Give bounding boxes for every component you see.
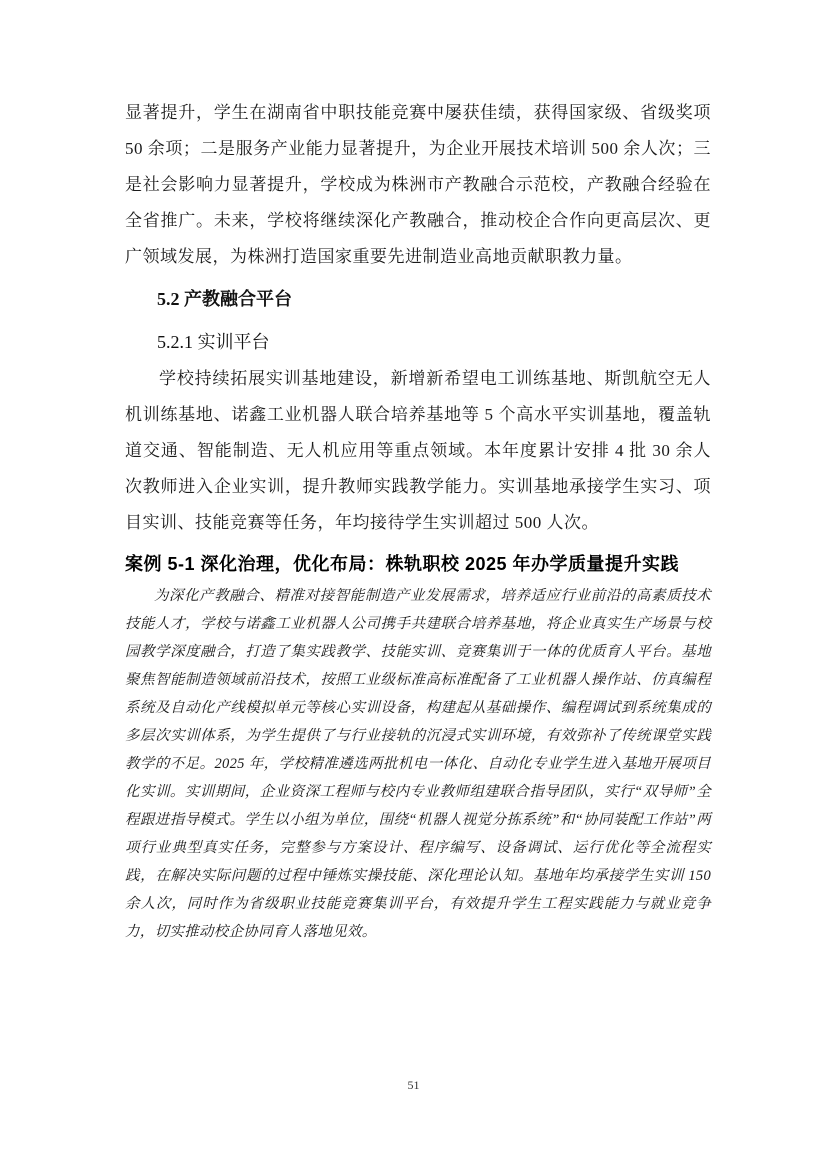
paragraph-continuation: 显著提升，学生在湖南省中职技能竞赛中屡获佳绩，获得国家级、省级奖项 50 余项；二是服务产业能力显著提升，为企业开展技术培训 500 余人次；三是社会影响力显著提升，学校成为株洲市产教融合示范校，产教融合经验在全省推广。未来，学校将继续深化产教融合，推动校企合作向更高层次、更广领域发展，为株洲打造国家重要先进制造业高地贡献职教力量。 [125, 103, 711, 266]
paragraph-training-platform: 学校持续拓展实训基地建设，新增新希望电工训练基地、斯凯航空无人机训练基地、诺鑫工业机器人联合培养基地等 5 个高水平实训基地，覆盖轨道交通、智能制造、无人机应用等重点领域。本年度累计安排 4 批 30 余人次教师进入企业实训，提升教师实践教学能力。实训基地承接学生实习、项目实训、技能竞赛等任务，年均接待学生实训超过 500 人次。 [125, 369, 711, 532]
subsection-heading-5-2-1: 5.2.1 实训平台 [157, 332, 270, 352]
case-heading: 案例 5-1 深化治理，优化布局：株轨职校 2025 年办学质量提升实践 [125, 554, 680, 574]
section-heading-5-2: 5.2 产教融合平台 [157, 289, 292, 309]
page-number: 51 [407, 1078, 420, 1092]
case-body-paragraph: 为深化产教融合、精准对接智能制造产业发展需求，培养适应行业前沿的高素质技术技能人才，学校与诺鑫工业机器人公司携手共建联合培养基地，将企业真实生产场景与校园教学深度融合，打造了集实践教学、技能实训、竞赛集训于一体的优质育人平台。基地聚焦智能制造领域前沿技术，按照工业级标准高标准配备了工业机器人操作站、仿真编程系统及自动化产线模拟单元等核心实训设备，构建起从基础操作、编程调试到系统集成的多层次实训体系，为学生提供了与行业接轨的沉浸式实训环境，有效弥补了传统课堂实践教学的不足。2025 年，学校精准遴选两批机电一体化、自动化专业学生进入基地开展项目化实训。实训期间，企业资深工程师与校内专业教师组建联合指导团队，实行“双导师”全程跟进指导模式。学生以小组为单位，围绕“机器人视觉分拣系统”和“协同装配工作站”两项行业典型真实任务，完整参与方案设计、程序编写、设备调试、运行优化等全流程实践，在解决实际问题的过程中锤炼实操技能、深化理论认知。基地年均承接学生实训 150 余人次，同时作为省级职业技能竞赛集训平台，有效提升学生工程实践能力与就业竞争力，切实推动校企协同育人落地见效。 [125, 588, 711, 940]
page-content [125, 95, 711, 946]
